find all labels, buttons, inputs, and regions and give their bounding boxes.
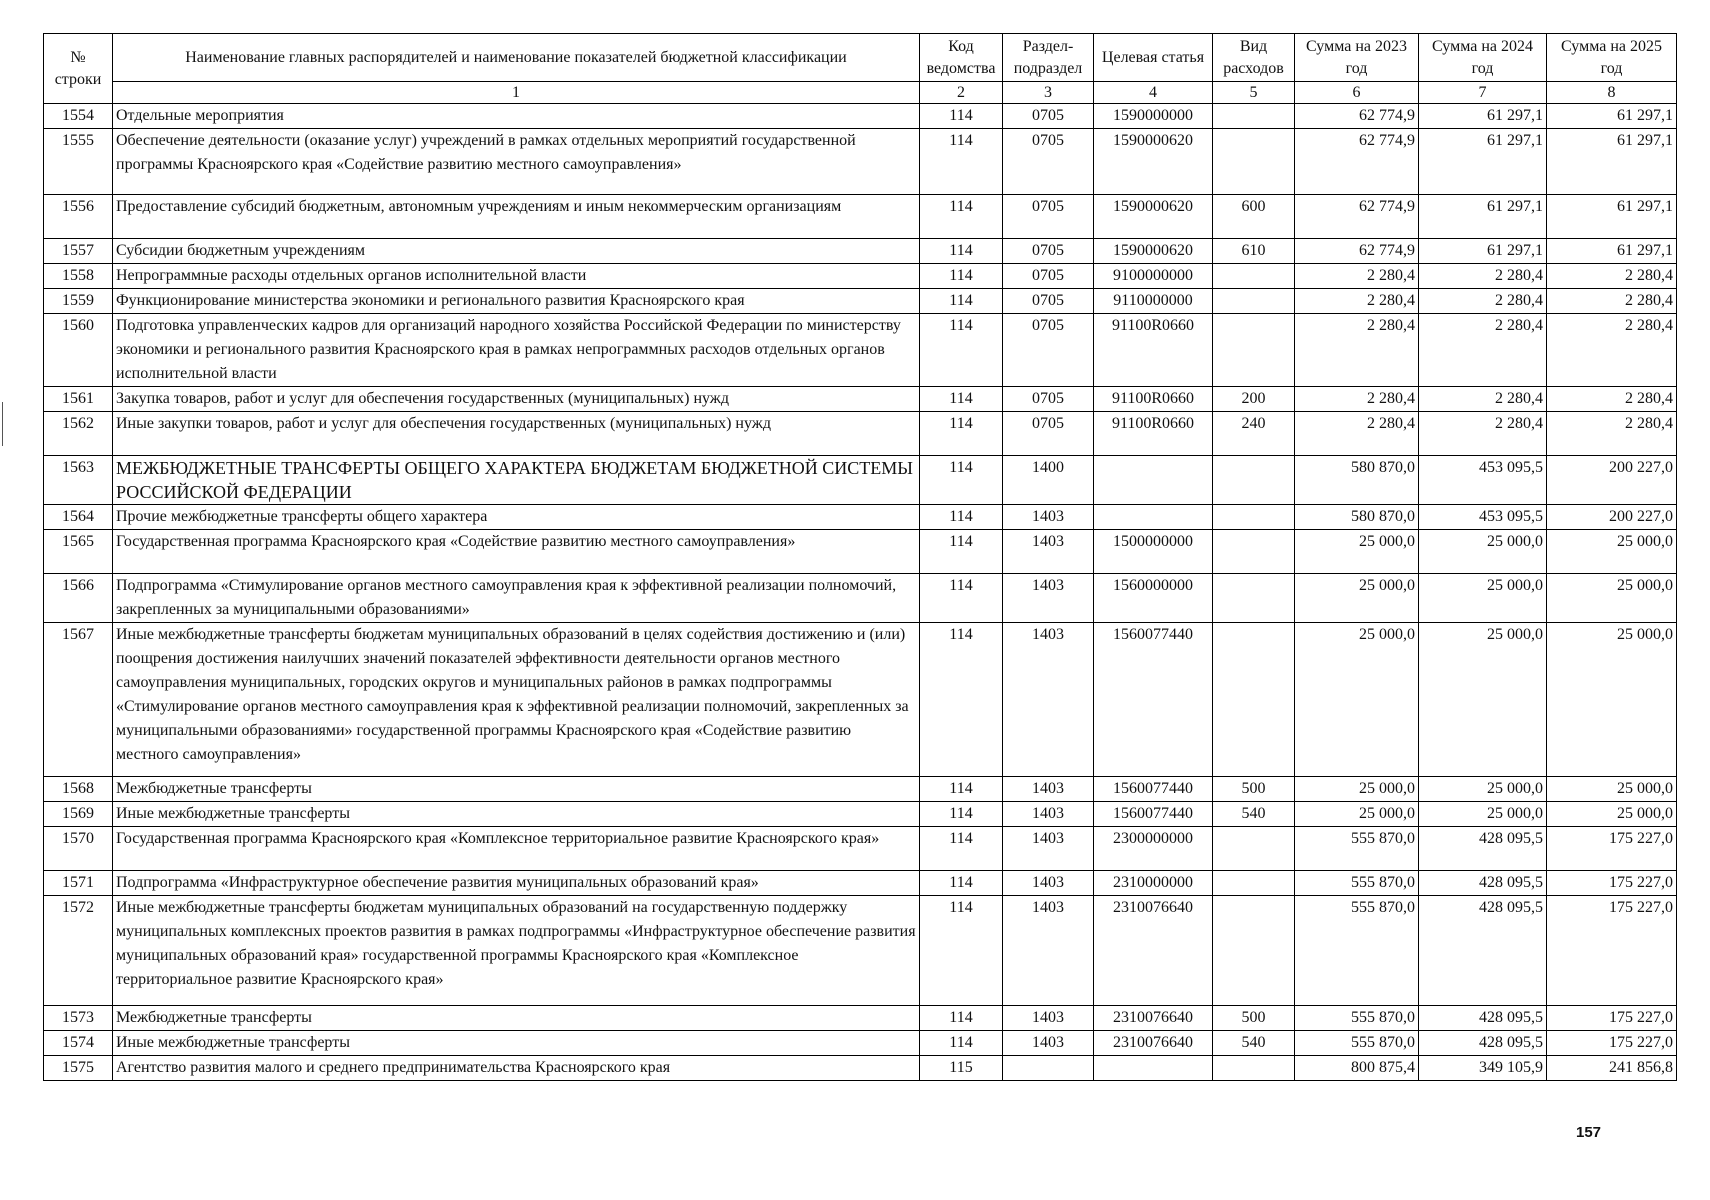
table-row	[44, 777, 1677, 802]
row-number: 1554	[44, 104, 113, 129]
table-row	[44, 387, 1677, 412]
row-expense-type	[1213, 456, 1295, 505]
row-dept-code: 114	[920, 104, 1003, 129]
row-target-article: 9100000000	[1094, 264, 1213, 289]
row-sum-2024: 428 095,5	[1419, 1006, 1547, 1031]
row-sum-2024: 428 095,5	[1419, 1031, 1547, 1056]
row-sum-2025: 61 297,1	[1547, 104, 1677, 129]
row-expense-type	[1213, 574, 1295, 623]
row-section: 1403	[1003, 802, 1094, 827]
row-expense-type	[1213, 1056, 1295, 1081]
row-target-article: 1560077440	[1094, 777, 1213, 802]
row-name: Подготовка управленческих кадров для организаций народного хозяйства Российской Федерации по министерству экономики и регионального развития Красноярского края в рамках непрограммных расходов отдельных органов исполнительной власти	[113, 314, 920, 387]
row-name: Государственная программа Красноярского края «Содействие развитию местного самоуправления»	[113, 530, 920, 574]
row-sum-2025: 61 297,1	[1547, 195, 1677, 239]
row-number: 1559	[44, 289, 113, 314]
row-sum-2024: 2 280,4	[1419, 264, 1547, 289]
table-row	[44, 264, 1677, 289]
row-section: 1403	[1003, 574, 1094, 623]
row-sum-2024: 61 297,1	[1419, 195, 1547, 239]
row-dept-code: 114	[920, 623, 1003, 777]
row-sum-2023: 25 000,0	[1295, 802, 1419, 827]
row-sum-2025: 2 280,4	[1547, 314, 1677, 387]
row-sum-2023: 555 870,0	[1295, 1031, 1419, 1056]
row-target-article: 2310000000	[1094, 871, 1213, 896]
row-number: 1558	[44, 264, 113, 289]
row-section	[1003, 1056, 1094, 1081]
table-row	[44, 1056, 1677, 1081]
row-sum-2024: 2 280,4	[1419, 387, 1547, 412]
column-number: 3	[1003, 82, 1094, 104]
row-section: 0705	[1003, 314, 1094, 387]
row-target-article: 1590000620	[1094, 195, 1213, 239]
row-name: Закупка товаров, работ и услуг для обеспечения государственных (муниципальных) нужд	[113, 387, 920, 412]
row-section: 1403	[1003, 505, 1094, 530]
table-row	[44, 456, 1677, 505]
row-number: 1572	[44, 896, 113, 1006]
row-target-article: 1560077440	[1094, 623, 1213, 777]
header-sum-2024: Сумма на 2024 год	[1419, 34, 1547, 82]
row-name: Иные межбюджетные трансферты бюджетам муниципальных образований на государственную поддержку муниципальных комплексных проектов развития в рамках подпрограммы «Инфраструктурное обеспечение развития муниципальных образований края» государственной программы Красноярского края «Комплексное территориальное развитие Красноярского края»	[113, 896, 920, 1006]
row-expense-type	[1213, 289, 1295, 314]
row-dept-code: 114	[920, 1006, 1003, 1031]
row-number: 1570	[44, 827, 113, 871]
row-sum-2023: 555 870,0	[1295, 827, 1419, 871]
row-sum-2024: 61 297,1	[1419, 104, 1547, 129]
row-number: 1563	[44, 456, 113, 505]
row-number: 1568	[44, 777, 113, 802]
table-row	[44, 871, 1677, 896]
row-sum-2025: 200 227,0	[1547, 505, 1677, 530]
row-sum-2023: 2 280,4	[1295, 289, 1419, 314]
table-row	[44, 412, 1677, 456]
page-number: 157	[1576, 1124, 1602, 1141]
row-section: 0705	[1003, 264, 1094, 289]
row-section: 0705	[1003, 129, 1094, 195]
table-row	[44, 827, 1677, 871]
table-row	[44, 530, 1677, 574]
column-number: 2	[920, 82, 1003, 104]
row-expense-type	[1213, 314, 1295, 387]
row-section: 0705	[1003, 239, 1094, 264]
row-sum-2023: 580 870,0	[1295, 505, 1419, 530]
row-section: 1400	[1003, 456, 1094, 505]
budget-table	[43, 33, 1677, 1081]
column-number: 8	[1547, 82, 1677, 104]
row-target-article: 91100R0660	[1094, 412, 1213, 456]
row-target-article: 1500000000	[1094, 530, 1213, 574]
row-name: Агентство развития малого и среднего предпринимательства Красноярского края	[113, 1056, 920, 1081]
column-number: 1	[113, 82, 920, 104]
table-row	[44, 505, 1677, 530]
row-dept-code: 114	[920, 827, 1003, 871]
row-target-article	[1094, 505, 1213, 530]
row-name: Подпрограмма «Стимулирование органов местного самоуправления края к эффективной реализации полномочий, закрепленных за муниципальными образованиями»	[113, 574, 920, 623]
row-name: Предоставление субсидий бюджетным, автономным учреждениям и иным некоммерческим организациям	[113, 195, 920, 239]
row-expense-type: 540	[1213, 1031, 1295, 1056]
margin-mark	[2, 402, 3, 446]
row-name: Межбюджетные трансферты	[113, 777, 920, 802]
row-number: 1557	[44, 239, 113, 264]
row-target-article: 2310076640	[1094, 1031, 1213, 1056]
row-target-article: 9110000000	[1094, 289, 1213, 314]
row-dept-code: 114	[920, 574, 1003, 623]
table-row	[44, 802, 1677, 827]
row-sum-2023: 25 000,0	[1295, 574, 1419, 623]
row-sum-2025: 25 000,0	[1547, 530, 1677, 574]
row-expense-type: 500	[1213, 777, 1295, 802]
row-name: Функционирование министерства экономики и регионального развития Красноярского края	[113, 289, 920, 314]
row-number: 1566	[44, 574, 113, 623]
header-section: Раздел-подраздел	[1003, 34, 1094, 82]
row-sum-2024: 25 000,0	[1419, 802, 1547, 827]
row-target-article	[1094, 456, 1213, 505]
row-sum-2024: 25 000,0	[1419, 574, 1547, 623]
row-expense-type	[1213, 264, 1295, 289]
row-sum-2023: 25 000,0	[1295, 623, 1419, 777]
table-row	[44, 289, 1677, 314]
row-dept-code: 114	[920, 456, 1003, 505]
row-section: 1403	[1003, 623, 1094, 777]
row-sum-2024: 428 095,5	[1419, 871, 1547, 896]
table-row	[44, 896, 1677, 1006]
row-sum-2025: 2 280,4	[1547, 387, 1677, 412]
row-sum-2024: 453 095,5	[1419, 456, 1547, 505]
row-number: 1574	[44, 1031, 113, 1056]
row-sum-2023: 62 774,9	[1295, 239, 1419, 264]
row-name: Подпрограмма «Инфраструктурное обеспечение развития муниципальных образований края»	[113, 871, 920, 896]
row-sum-2023: 555 870,0	[1295, 1006, 1419, 1031]
row-number: 1567	[44, 623, 113, 777]
row-dept-code: 114	[920, 239, 1003, 264]
row-sum-2024: 2 280,4	[1419, 289, 1547, 314]
row-sum-2024: 61 297,1	[1419, 129, 1547, 195]
row-target-article: 1560077440	[1094, 802, 1213, 827]
row-sum-2023: 580 870,0	[1295, 456, 1419, 505]
header-expense-type: Вид расходов	[1213, 34, 1295, 82]
row-number: 1565	[44, 530, 113, 574]
row-number: 1562	[44, 412, 113, 456]
row-number: 1575	[44, 1056, 113, 1081]
row-name: Межбюджетные трансферты	[113, 1006, 920, 1031]
row-sum-2023: 62 774,9	[1295, 129, 1419, 195]
table-header	[44, 34, 1677, 104]
row-dept-code: 114	[920, 129, 1003, 195]
row-section: 1403	[1003, 1031, 1094, 1056]
row-section: 0705	[1003, 412, 1094, 456]
row-expense-type	[1213, 623, 1295, 777]
row-name: МЕЖБЮДЖЕТНЫЕ ТРАНСФЕРТЫ ОБЩЕГО ХАРАКТЕРА БЮДЖЕТАМ БЮДЖЕТНОЙ СИСТЕМЫ РОССИЙСКОЙ ФЕДЕРАЦИИ	[113, 456, 920, 505]
row-expense-type	[1213, 505, 1295, 530]
row-sum-2023: 2 280,4	[1295, 412, 1419, 456]
row-section: 1403	[1003, 777, 1094, 802]
row-expense-type	[1213, 530, 1295, 574]
row-sum-2025: 61 297,1	[1547, 239, 1677, 264]
row-sum-2025: 25 000,0	[1547, 777, 1677, 802]
row-expense-type	[1213, 129, 1295, 195]
row-expense-type: 540	[1213, 802, 1295, 827]
row-name: Прочие межбюджетные трансферты общего характера	[113, 505, 920, 530]
row-sum-2023: 800 875,4	[1295, 1056, 1419, 1081]
header-target: Целевая статья	[1094, 34, 1213, 82]
row-sum-2023: 555 870,0	[1295, 871, 1419, 896]
row-name: Иные закупки товаров, работ и услуг для обеспечения государственных (муниципальных) нужд	[113, 412, 920, 456]
row-expense-type: 240	[1213, 412, 1295, 456]
row-sum-2023: 2 280,4	[1295, 264, 1419, 289]
row-sum-2025: 25 000,0	[1547, 623, 1677, 777]
row-dept-code: 114	[920, 505, 1003, 530]
row-sum-2023: 25 000,0	[1295, 530, 1419, 574]
column-number: 4	[1094, 82, 1213, 104]
row-target-article: 2300000000	[1094, 827, 1213, 871]
column-number: 7	[1419, 82, 1547, 104]
row-section: 1403	[1003, 530, 1094, 574]
row-dept-code: 114	[920, 195, 1003, 239]
header-name: Наименование главных распорядителей и наименование показателей бюджетной классификации	[113, 34, 920, 82]
row-number: 1561	[44, 387, 113, 412]
row-sum-2024: 349 105,9	[1419, 1056, 1547, 1081]
row-section: 1403	[1003, 871, 1094, 896]
row-section: 1403	[1003, 896, 1094, 1006]
row-expense-type: 610	[1213, 239, 1295, 264]
row-sum-2024: 2 280,4	[1419, 314, 1547, 387]
row-expense-type	[1213, 104, 1295, 129]
row-sum-2024: 61 297,1	[1419, 239, 1547, 264]
row-sum-2025: 175 227,0	[1547, 1031, 1677, 1056]
row-target-article: 2310076640	[1094, 1006, 1213, 1031]
row-sum-2024: 25 000,0	[1419, 530, 1547, 574]
table-row	[44, 195, 1677, 239]
row-sum-2024: 428 095,5	[1419, 827, 1547, 871]
row-name: Непрограммные расходы отдельных органов исполнительной власти	[113, 264, 920, 289]
row-sum-2025: 175 227,0	[1547, 827, 1677, 871]
row-dept-code: 114	[920, 264, 1003, 289]
row-sum-2025: 241 856,8	[1547, 1056, 1677, 1081]
row-name: Государственная программа Красноярского края «Комплексное территориальное развитие Красноярского края»	[113, 827, 920, 871]
row-name: Иные межбюджетные трансферты бюджетам муниципальных образований в целях содействия достижению и (или) поощрения достижения наилучших значений показателей эффективности деятельности органов местного самоуправления муниципальных, городских округов и муниципальных районов в рамках подпрограммы «Стимулирование органов местного самоуправления края к эффективной реализации полномочий, закрепленных за муниципальными образованиями» государственной программы Красноярского края «Содействие развитию местного самоуправления»	[113, 623, 920, 777]
row-sum-2024: 428 095,5	[1419, 896, 1547, 1006]
row-sum-2023: 62 774,9	[1295, 195, 1419, 239]
row-name: Обеспечение деятельности (оказание услуг) учреждений в рамках отдельных мероприятий государственной программы Красноярского края «Содействие развитию местного самоуправления»	[113, 129, 920, 195]
row-target-article: 91100R0660	[1094, 387, 1213, 412]
row-name: Субсидии бюджетным учреждениям	[113, 239, 920, 264]
row-number: 1569	[44, 802, 113, 827]
row-name: Иные межбюджетные трансферты	[113, 802, 920, 827]
table-row	[44, 1006, 1677, 1031]
row-number: 1560	[44, 314, 113, 387]
table-row	[44, 623, 1677, 777]
row-expense-type	[1213, 896, 1295, 1006]
row-sum-2023: 2 280,4	[1295, 387, 1419, 412]
row-sum-2024: 25 000,0	[1419, 777, 1547, 802]
row-expense-type: 200	[1213, 387, 1295, 412]
row-expense-type	[1213, 827, 1295, 871]
row-sum-2023: 62 774,9	[1295, 104, 1419, 129]
row-sum-2023: 555 870,0	[1295, 896, 1419, 1006]
row-sum-2023: 25 000,0	[1295, 777, 1419, 802]
row-sum-2025: 25 000,0	[1547, 802, 1677, 827]
row-sum-2024: 25 000,0	[1419, 623, 1547, 777]
row-target-article: 2310076640	[1094, 896, 1213, 1006]
row-number: 1555	[44, 129, 113, 195]
row-dept-code: 114	[920, 871, 1003, 896]
row-dept-code: 114	[920, 530, 1003, 574]
row-section: 0705	[1003, 195, 1094, 239]
header-sum-2023: Сумма на 2023 год	[1295, 34, 1419, 82]
row-dept-code: 114	[920, 777, 1003, 802]
table-row	[44, 129, 1677, 195]
header-sum-2025: Сумма на 2025 год	[1547, 34, 1677, 82]
row-target-article: 1590000620	[1094, 239, 1213, 264]
row-sum-2025: 2 280,4	[1547, 412, 1677, 456]
table-row	[44, 239, 1677, 264]
row-sum-2025: 200 227,0	[1547, 456, 1677, 505]
row-sum-2025: 25 000,0	[1547, 574, 1677, 623]
row-target-article: 1560000000	[1094, 574, 1213, 623]
row-dept-code: 114	[920, 289, 1003, 314]
table-row	[44, 1031, 1677, 1056]
row-section: 0705	[1003, 387, 1094, 412]
header-dept: Код ведомства	[920, 34, 1003, 82]
row-target-article	[1094, 1056, 1213, 1081]
row-number: 1573	[44, 1006, 113, 1031]
row-sum-2023: 2 280,4	[1295, 314, 1419, 387]
row-dept-code: 114	[920, 314, 1003, 387]
column-number: 6	[1295, 82, 1419, 104]
row-sum-2025: 2 280,4	[1547, 264, 1677, 289]
row-sum-2025: 2 280,4	[1547, 289, 1677, 314]
row-sum-2024: 2 280,4	[1419, 412, 1547, 456]
row-target-article: 1590000620	[1094, 129, 1213, 195]
row-sum-2025: 61 297,1	[1547, 129, 1677, 195]
header-row-no: № строки	[44, 34, 113, 104]
row-sum-2025: 175 227,0	[1547, 871, 1677, 896]
column-number: 5	[1213, 82, 1295, 104]
row-section: 1403	[1003, 1006, 1094, 1031]
row-name: Отдельные мероприятия	[113, 104, 920, 129]
row-dept-code: 115	[920, 1056, 1003, 1081]
row-section: 0705	[1003, 289, 1094, 314]
row-sum-2025: 175 227,0	[1547, 896, 1677, 1006]
row-expense-type	[1213, 871, 1295, 896]
row-dept-code: 114	[920, 896, 1003, 1006]
table-row	[44, 314, 1677, 387]
row-expense-type: 500	[1213, 1006, 1295, 1031]
row-dept-code: 114	[920, 387, 1003, 412]
row-section: 0705	[1003, 104, 1094, 129]
row-section: 1403	[1003, 827, 1094, 871]
row-name: Иные межбюджетные трансферты	[113, 1031, 920, 1056]
row-sum-2024: 453 095,5	[1419, 505, 1547, 530]
row-sum-2025: 175 227,0	[1547, 1006, 1677, 1031]
row-target-article: 91100R0660	[1094, 314, 1213, 387]
row-number: 1556	[44, 195, 113, 239]
row-dept-code: 114	[920, 802, 1003, 827]
table-row	[44, 104, 1677, 129]
row-target-article: 1590000000	[1094, 104, 1213, 129]
row-dept-code: 114	[920, 1031, 1003, 1056]
row-number: 1571	[44, 871, 113, 896]
row-number: 1564	[44, 505, 113, 530]
table-row	[44, 574, 1677, 623]
row-dept-code: 114	[920, 412, 1003, 456]
table-body	[44, 104, 1677, 1081]
row-expense-type: 600	[1213, 195, 1295, 239]
